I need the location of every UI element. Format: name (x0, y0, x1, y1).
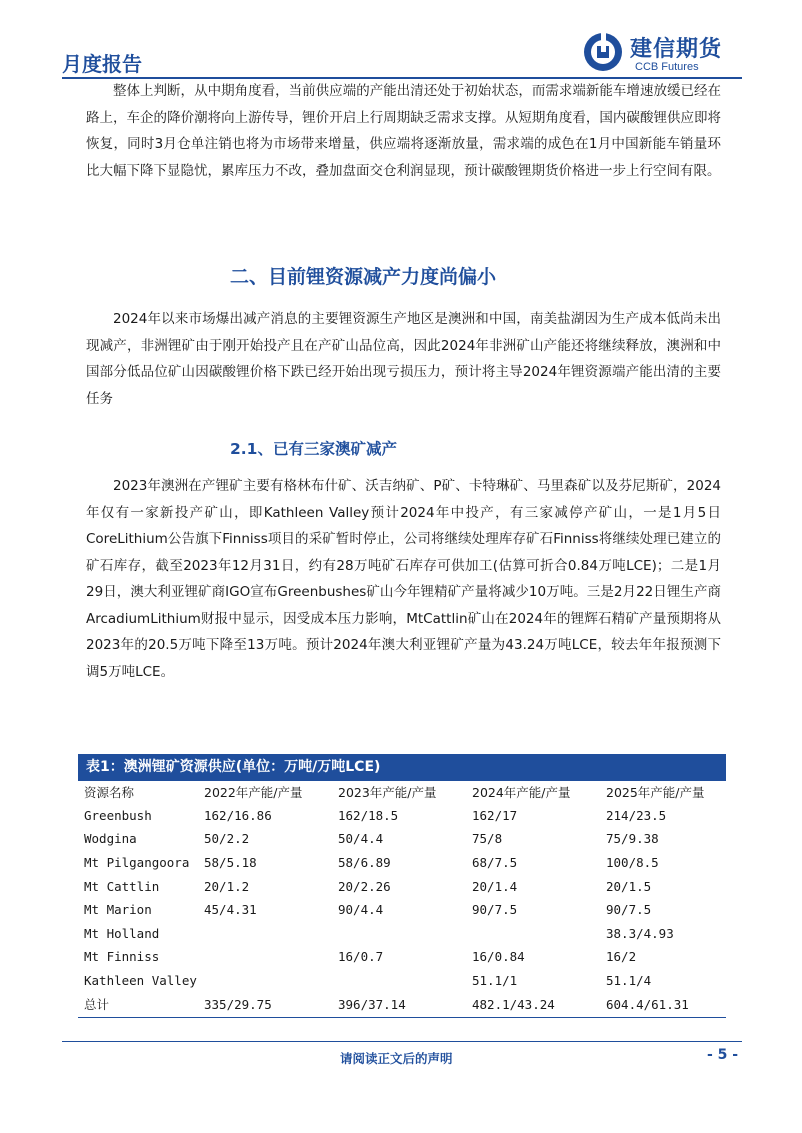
footer-divider (62, 1041, 742, 1042)
table-row (84, 851, 724, 875)
table-header-cell: 2024年产能/产量 (472, 784, 571, 800)
table-row (84, 874, 724, 898)
paragraph-section2-intro: 2024年以来市场爆出减产消息的主要锂资源生产地区是澳洲和中国，南美盐湖因为生产成本低尚未出现减产，非洲锂矿由于刚开始投产且在产矿山品位高，因此2024年非洲矿山产能还将继续释放，澳洲和中国部分低品位矿山因碳酸锂价格下跌已经开始出现亏损压力，预计将主导2024年锂资源端产能出清的主要任务 (86, 311, 721, 407)
lithium-supply-table (84, 780, 724, 1016)
table-row (84, 804, 724, 828)
table-cell (338, 969, 472, 993)
table-cell: Greenbush (84, 807, 152, 823)
table-cell: 50/4.4 (338, 831, 384, 847)
table-cell: Kathleen Valley (84, 973, 197, 989)
table-cell: Mt Cattlin (84, 878, 160, 894)
table-header-cell: 2022年产能/产量 (204, 784, 303, 800)
paragraph-summary: 整体上判断，从中期角度看，当前供应端的产能出清还处于初始状态，而需求端新能车增速放缓已经在路上，车企的降价潮将向上游传导，锂价开启上行周期缺乏需求支撑。从短期角度看，国内碳酸锂供应即将恢复，同时3月仓单注销也将为市场带来增量，供应端将逐渐放量，需求端的成色在1月中国新能车销量环比大幅下降下显隐忧，累库压力不改，叠加盘面交仓利润显现，预计碳酸锂期货价格进一步上行空间有限。 (86, 83, 721, 179)
table-row (84, 827, 724, 851)
table-cell: 20/1.4 (472, 878, 518, 894)
table-row (84, 969, 724, 993)
table-row (84, 945, 724, 969)
table-cell: 214/23.5 (606, 807, 667, 823)
table-cell: 51.1/1 (472, 973, 518, 989)
table-cell: 75/9.38 (606, 831, 659, 847)
table-title: 表1：澳洲锂矿资源供应(单位：万吨/万吨LCE) (78, 754, 726, 781)
table-cell: 51.1/4 (606, 973, 652, 989)
table-cell: 482.1/43.24 (472, 996, 555, 1012)
table-cell: 396/37.14 (338, 996, 406, 1012)
table-cell: Mt Marion (84, 902, 152, 918)
report-type-title: 月度报告 (62, 52, 142, 76)
table-cell: 162/17 (472, 807, 518, 823)
table-cell: 16/0.84 (472, 949, 525, 965)
table-cell (204, 969, 338, 993)
table-cell: 58/5.18 (204, 855, 257, 871)
table-row (84, 922, 724, 946)
table-header-cell: 2025年产能/产量 (606, 784, 705, 800)
table-header-row (84, 780, 724, 804)
logo-english-name: CCB Futures (635, 61, 699, 73)
table-cell: 50/2.2 (204, 831, 250, 847)
table-cell (338, 922, 472, 946)
table-cell: 16/0.7 (338, 949, 384, 965)
table-cell: Mt Pilgangoora (84, 855, 190, 871)
table-cell: 20/2.26 (338, 878, 391, 894)
table-total-row (84, 992, 724, 1016)
table-cell: 162/16.86 (204, 807, 272, 823)
table-cell: 38.3/4.93 (606, 925, 674, 941)
ccb-logo-icon (583, 32, 623, 72)
table-cell: Mt Holland (84, 925, 160, 941)
table-cell: 604.4/61.31 (606, 996, 689, 1012)
table-cell: Mt Finniss (84, 949, 160, 965)
table-cell: 90/7.5 (606, 902, 652, 918)
table-cell: 75/8 (472, 831, 503, 847)
table-cell (472, 922, 606, 946)
table-cell (204, 945, 338, 969)
table-row (84, 898, 724, 922)
page-number: - 5 - (707, 1047, 739, 1063)
table-cell: 20/1.5 (606, 878, 652, 894)
table-cell (204, 922, 338, 946)
paragraph-australia-mines: 2023年澳洲在产锂矿主要有格林布什矿、沃吉纳矿、P矿、卡特琳矿、马里森矿以及芬尼斯矿，2024年仅有一家新投产矿山，即Kathleen Valley预计2024年中投产，有三家减停产矿山，一是1月5日CoreLithium公告旗下Finniss项目的采矿暂时停止，公司将继续处理库存矿石Finniss将继续处理已建立的矿石库存，截至2023年12月31日，约有28万吨矿石库存可供加工(估算可折合0.84万吨LCE)；二是1月29日，澳大利亚锂矿商IGO宣布Greenbushes矿山今年锂精矿产量将减少10万吨。三是2月22日锂生产商ArcadiumLithium财报中显示，因受成本压力影响，MtCattlin矿山在2024年的锂辉石精矿产量预期将从2023年的20.5万吨下降至13万吨。预计2024年澳大利亚锂矿产量为43.24万吨LCE，较去年年报预测下调5万吨LCE。 (86, 478, 721, 680)
table-header-cell: 资源名称 (84, 784, 135, 800)
table-header-cell: 2023年产能/产量 (338, 784, 437, 800)
table-cell: 45/4.31 (204, 902, 257, 918)
table-cell: 总计 (84, 997, 110, 1013)
company-logo (583, 30, 743, 80)
table-bottom-rule (78, 1017, 726, 1018)
section-2-1-heading: 2.1、已有三家澳矿减产 (230, 440, 397, 458)
table-cell: 100/8.5 (606, 855, 659, 871)
logo-chinese-name: 建信期货 (630, 37, 723, 62)
table-cell: 58/6.89 (338, 855, 391, 871)
section-2-heading: 二、目前锂资源减产力度尚偏小 (230, 266, 497, 288)
table-cell: 20/1.2 (204, 878, 250, 894)
footer-disclaimer: 请阅读正文后的声明 (340, 1051, 453, 1066)
table-cell: 16/2 (606, 949, 637, 965)
table-cell: 90/4.4 (338, 902, 384, 918)
table-cell: 162/18.5 (338, 807, 399, 823)
table-cell: 90/7.5 (472, 902, 518, 918)
table-cell: Wodgina (84, 831, 137, 847)
table-cell: 68/7.5 (472, 855, 518, 871)
table-cell: 335/29.75 (204, 996, 272, 1012)
